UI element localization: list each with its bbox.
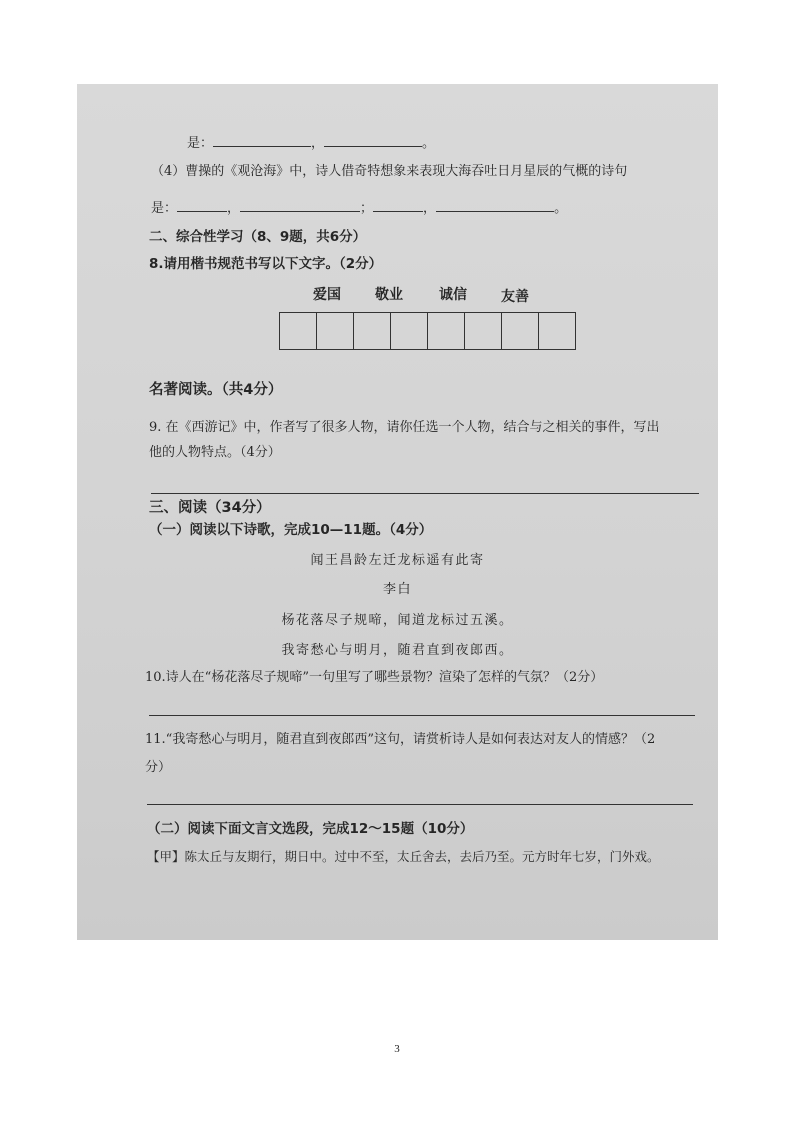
writing-cell[interactable] [502,313,539,349]
q11-answer-line[interactable] [147,804,693,805]
answer-blank[interactable] [240,199,360,212]
scanned-exam-page [77,84,718,940]
q10-text: 10.诗人在“杨花落尽子规啼”一句里写了哪些景物？渲染了怎样的气氛？（2分） [145,670,604,685]
poem-title: 闻王昌龄左迁龙标遥有此寄 [310,553,485,568]
writing-cell[interactable] [354,313,391,349]
q9-line2: 他的人物特点。（4分） [149,445,281,460]
answer-blank[interactable] [436,199,554,212]
writing-cell[interactable] [428,313,465,349]
q9-line1: 9. 在《西游记》中，作者写了很多人物，请你任选一个人物，结合与之相关的事件，写出 [149,420,660,435]
passage-line-1: 【甲】陈太丘与友期行，期日中。过中不至，太丘舍去，去后乃至。元方时年七岁，门外戏。 [147,849,660,864]
q11-line1: 11.“我寄愁心与明月，随君直到夜郎西”这句，请赏析诗人是如何表达对友人的情感？（2 [145,732,656,747]
q9-answer-line[interactable] [151,493,699,494]
poem-author: 李白 [382,582,412,597]
answer-blank[interactable] [213,134,311,147]
writing-cell[interactable] [280,313,317,349]
section3-title: 三、阅读（34分） [149,500,271,516]
writing-cell[interactable] [317,313,354,349]
writing-cell[interactable] [539,313,575,349]
word-3: 诚信 [439,287,467,303]
q8-text: 8.请用楷书规范书写以下文字。（2分） [149,256,383,272]
word-2: 敬业 [375,287,403,303]
answer-blank[interactable] [177,199,227,212]
word-4: 友善 [501,289,529,305]
section2-title: 二、综合性学习（8、9题，共6分） [149,229,367,245]
part1-title: （一）阅读以下诗歌，完成10—11题。（4分） [149,522,433,538]
part2-title: （二）阅读下面文言文选段，完成12～15题（10分） [147,821,474,837]
q7-item4-text: （4）曹操的《观沧海》中，诗人借奇特想象来表现大海吞吐日月星辰的气概的诗句 [151,164,628,179]
answer-blank[interactable] [324,134,422,147]
page-number: 3 [394,1043,400,1055]
q7-item4-answer-line: 是： ， ； ， 。 [151,201,568,216]
q7-answer-line-a: 是： ， 。 [187,136,436,151]
poem-line-2: 我寄愁心与明月，随君直到夜郎西。 [281,643,514,658]
writing-grid [279,312,576,350]
word-1: 爱国 [313,287,341,303]
q11-line2: 分） [145,760,172,775]
answer-blank[interactable] [373,199,423,212]
q10-answer-line[interactable] [149,715,695,716]
famous-book-title: 名著阅读。（共4分） [149,382,283,398]
writing-cell[interactable] [465,313,502,349]
poem-line-1: 杨花落尽子规啼，闻道龙标过五溪。 [281,613,514,628]
writing-cell[interactable] [391,313,428,349]
